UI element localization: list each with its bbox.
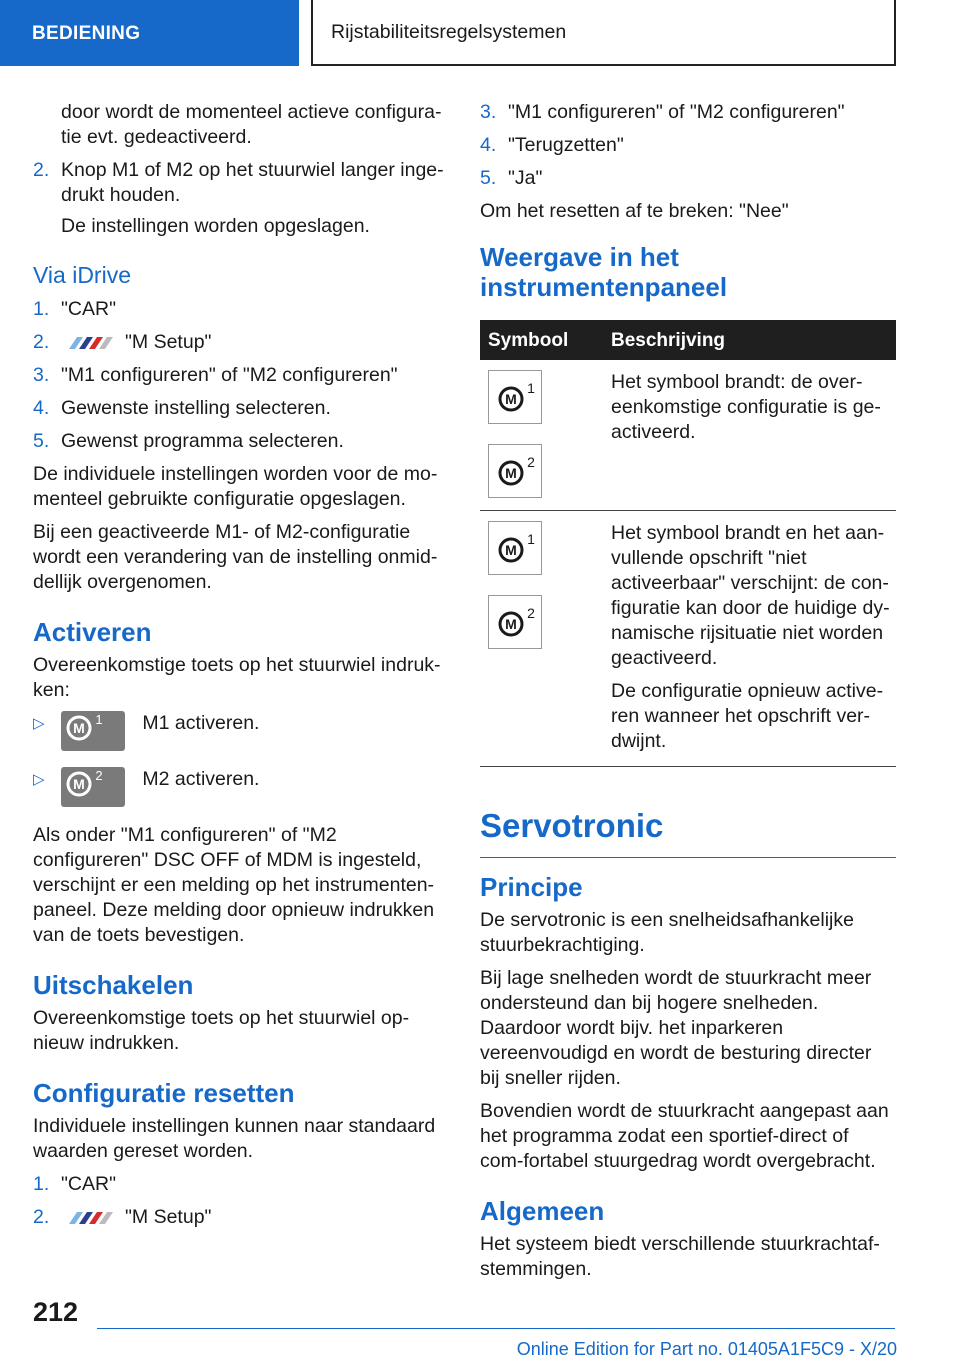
step-number: 2. bbox=[33, 331, 50, 353]
right-column bbox=[480, 100, 896, 1290]
list-item bbox=[480, 133, 896, 158]
m2-indicator-icon bbox=[488, 595, 542, 649]
table-header-row bbox=[480, 320, 896, 360]
m1-button-icon bbox=[61, 711, 125, 751]
svg-text:M: M bbox=[505, 616, 517, 632]
step-text: "Terugzetten" bbox=[508, 134, 624, 156]
m1-indicator-icon bbox=[488, 370, 542, 424]
idrive-step-list bbox=[33, 297, 448, 454]
list-item bbox=[33, 1205, 448, 1230]
paragraph: Overeenkomstige toets op het stuurwiel op-nieuw indrukken. bbox=[33, 1007, 410, 1054]
svg-text:1: 1 bbox=[527, 380, 535, 396]
bullet-item bbox=[33, 767, 448, 819]
edition-link[interactable]: Online Edition for Part no. 01405A1F5C9 - X/20 bbox=[516, 1339, 897, 1359]
footer-divider bbox=[97, 1328, 895, 1329]
step-number: 2. bbox=[33, 1206, 50, 1228]
step-text: "M Setup" bbox=[125, 1206, 212, 1228]
step-text: "CAR" bbox=[61, 298, 117, 320]
paragraph: Om het resetten af te breken: "Nee" bbox=[480, 200, 789, 222]
svg-text:M: M bbox=[505, 542, 517, 558]
svg-text:2: 2 bbox=[527, 454, 535, 470]
m-stripes-icon bbox=[61, 1208, 115, 1228]
step-subtext: De instellingen worden opgeslagen. bbox=[61, 215, 370, 237]
triangle-bullet-icon: ▷ bbox=[33, 771, 45, 788]
idrive-heading: Via iDrive bbox=[33, 262, 131, 288]
paragraph: Bij een geactiveerde M1- of M2-configuratie wordt een verandering van de instelling onmid-dellijk overgenomen. bbox=[33, 521, 438, 593]
principe-heading: Principe bbox=[480, 872, 583, 902]
step-text: "M Setup" bbox=[125, 331, 212, 353]
list-item bbox=[480, 166, 896, 191]
bullet-item bbox=[33, 711, 448, 763]
description-text: Het symbool brandt en het aan-vullende opschrift "niet activeerbaar" verschijnt: de con-figuratie kan door de huidige dy-namische rijsituatie niet worden geactiveerd. bbox=[611, 522, 890, 669]
step-text: Knop M1 of M2 op het stuurwiel langer inge-drukt houden. bbox=[61, 159, 444, 206]
paragraph: De individuele instellingen worden voor de mo-menteel gebruikte configuratie opgeslagen. bbox=[33, 463, 438, 510]
m2-button-icon bbox=[61, 767, 125, 807]
description-cell bbox=[611, 511, 896, 767]
description-cell bbox=[611, 360, 896, 511]
servotronic-heading: Servotronic bbox=[480, 807, 896, 858]
step-text: "M1 configureren" of "M2 configureren" bbox=[508, 101, 845, 123]
step-number: 5. bbox=[33, 430, 50, 452]
step-number: 5. bbox=[480, 167, 497, 189]
svg-text:2: 2 bbox=[527, 605, 535, 621]
step-number: 2. bbox=[33, 159, 50, 181]
symbol-table bbox=[480, 320, 896, 767]
step-number: 3. bbox=[480, 101, 497, 123]
list-item bbox=[33, 158, 448, 239]
symbol-cell bbox=[480, 511, 611, 767]
algemeen-heading: Algemeen bbox=[480, 1196, 605, 1226]
svg-text:M: M bbox=[73, 720, 85, 736]
section-tab bbox=[0, 0, 299, 66]
description-text: Het symbool brandt: de over-eenkomstige configuratie is ge-activeerd. bbox=[611, 371, 881, 443]
list-item bbox=[33, 396, 448, 421]
section-title: BEDIENING bbox=[32, 22, 141, 44]
reset-step-list-continued bbox=[480, 100, 896, 191]
description-text-2: De configuratie opnieuw active-ren wanneer het opschrift ver-dwijnt. bbox=[611, 680, 884, 752]
list-item bbox=[33, 363, 448, 388]
svg-text:1: 1 bbox=[95, 712, 103, 727]
svg-text:1: 1 bbox=[527, 531, 535, 547]
triangle-bullet-icon: ▷ bbox=[33, 715, 45, 732]
step-number: 4. bbox=[480, 134, 497, 156]
bullet-text: M2 activeren. bbox=[142, 768, 260, 790]
svg-text:M: M bbox=[73, 776, 85, 792]
svg-text:2: 2 bbox=[95, 768, 103, 783]
step-number: 1. bbox=[33, 1173, 50, 1195]
step-list-continued bbox=[33, 158, 448, 239]
table-row bbox=[480, 511, 896, 767]
m-stripes-icon bbox=[61, 333, 115, 353]
paragraph: Bovendien wordt de stuurkracht aangepast aan het programma zodat een sportief-direct of com-fortabel stuurgedrag wordt overgebracht. bbox=[480, 1100, 889, 1172]
page-number: 212 bbox=[33, 1297, 79, 1327]
svg-text:M: M bbox=[505, 465, 517, 481]
column-header-symbol: Symbool bbox=[480, 320, 611, 360]
paragraph: Overeenkomstige toets op het stuurwiel indruk-ken: bbox=[33, 654, 441, 701]
chapter-tab bbox=[311, 0, 896, 66]
step-number: 3. bbox=[33, 364, 50, 386]
list-item bbox=[33, 330, 448, 355]
continued-step-text: door wordt de momenteel actieve configura-tie evt. gedeactiveerd. bbox=[61, 101, 442, 148]
paragraph: Bij lage snelheden wordt de stuurkracht meer ondersteund dan bij hogere snelheden. Daardoor wordt bijv. het inparkeren vereenvoudigd en wordt de besturing directer bij sneller rijden. bbox=[480, 967, 872, 1089]
paragraph: Individuele instellingen kunnen naar standaard waarden gereset worden. bbox=[33, 1115, 436, 1162]
step-text: Gewenste instelling selecteren. bbox=[61, 397, 331, 419]
step-text: "CAR" bbox=[61, 1173, 117, 1195]
list-item bbox=[33, 429, 448, 454]
table-row bbox=[480, 360, 896, 511]
paragraph: Het systeem biedt verschillende stuurkrachtaf-stemmingen. bbox=[480, 1233, 880, 1280]
reset-step-list bbox=[33, 1172, 448, 1230]
list-item bbox=[33, 1172, 448, 1197]
list-item bbox=[480, 100, 896, 125]
m2-indicator-icon bbox=[488, 444, 542, 498]
left-column bbox=[33, 100, 448, 1238]
paragraph: De servotronic is een snelheidsafhankelijke stuurbekrachtiging. bbox=[480, 909, 854, 956]
step-number: 4. bbox=[33, 397, 50, 419]
chapter-title: Rijstabiliteitsregelsystemen bbox=[331, 20, 567, 43]
m1-indicator-icon bbox=[488, 521, 542, 575]
column-header-description: Beschrijving bbox=[611, 320, 896, 360]
step-number: 1. bbox=[33, 298, 50, 320]
bullet-text: M1 activeren. bbox=[142, 712, 260, 734]
paragraph: Als onder "M1 configureren" of "M2 configureren" DSC OFF of MDM is ingesteld, verschijnt er een melding op het instrumenten-paneel. Deze melding door opnieuw indrukken van de toets bevestigen. bbox=[33, 824, 435, 946]
step-text: Gewenst programma selecteren. bbox=[61, 430, 344, 452]
list-item bbox=[33, 297, 448, 322]
svg-text:M: M bbox=[505, 391, 517, 407]
symbol-cell bbox=[480, 360, 611, 511]
step-text: "M1 configureren" of "M2 configureren" bbox=[61, 364, 398, 386]
weergave-heading: Weergave in het instrumentenpaneel bbox=[480, 242, 728, 302]
step-text: "Ja" bbox=[508, 167, 543, 189]
resetten-heading: Configuratie resetten bbox=[33, 1078, 295, 1108]
activeren-heading: Activeren bbox=[33, 617, 152, 647]
uitschakelen-heading: Uitschakelen bbox=[33, 970, 194, 1000]
